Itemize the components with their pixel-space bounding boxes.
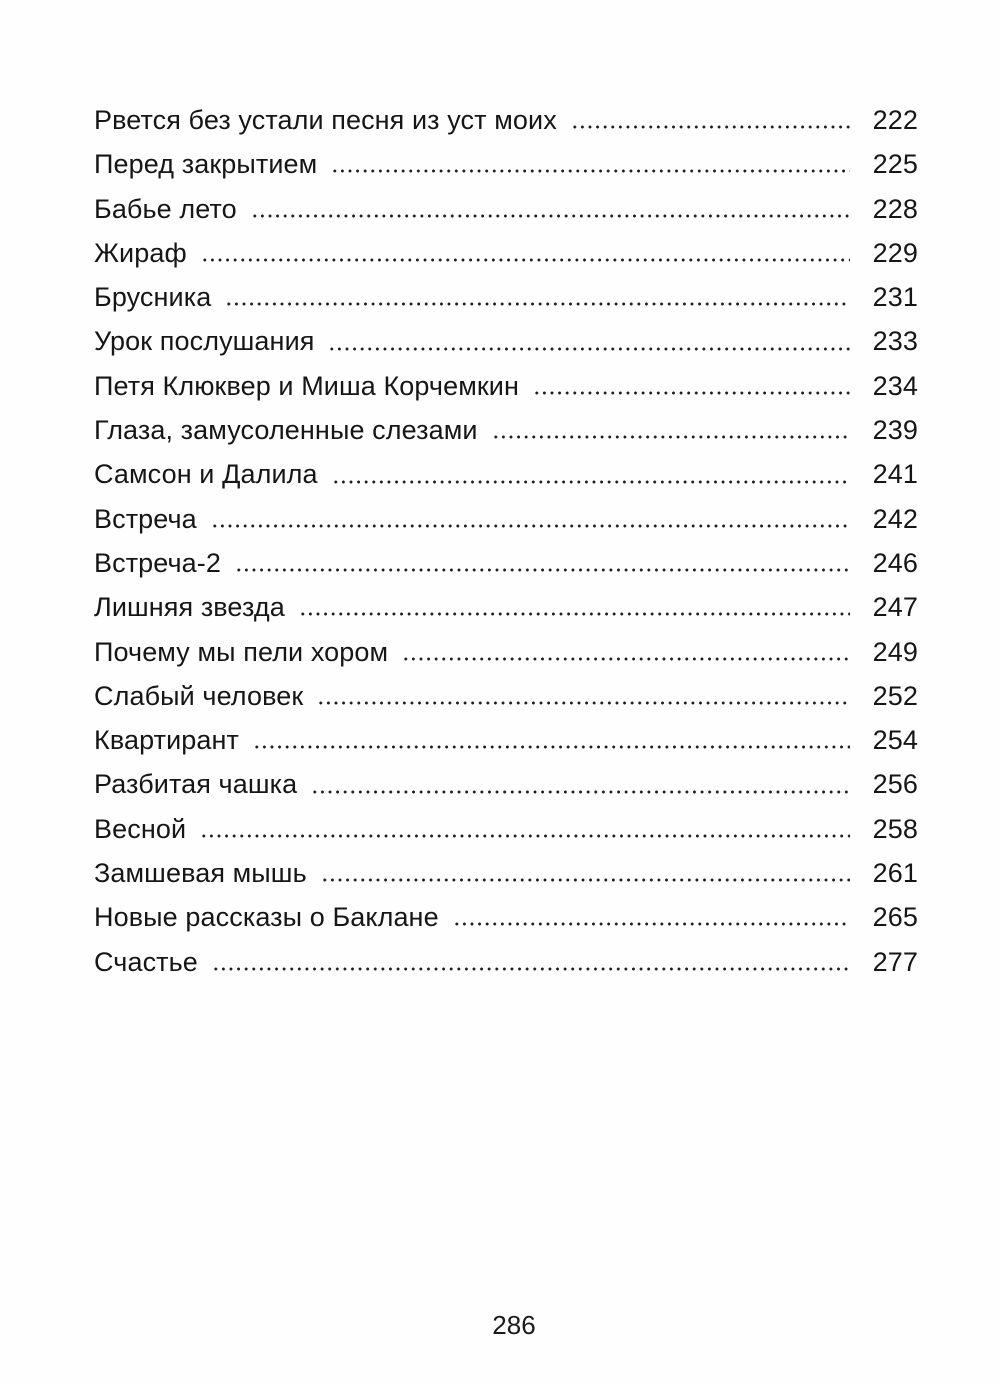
toc-entry-title: Новые рассказы о Баклане [94,902,439,933]
dot-leader [453,922,850,926]
dot-leader [212,967,850,971]
dot-leader [225,302,850,306]
toc-entry-page: 247 [872,592,918,623]
table-of-contents [94,98,920,984]
dot-leader [311,790,850,794]
toc-entry-title: Замшевая мышь [94,858,307,889]
page-number: 286 [492,1310,536,1340]
toc-entry [94,497,920,541]
toc-entry [94,895,920,939]
toc-entry [94,187,920,231]
toc-entry-page: 229 [872,237,918,268]
dot-leader [253,745,850,749]
toc-entry-title: Рвется без устали песня из уст моих [94,105,557,135]
toc-entry-page: 225 [872,149,918,180]
toc-entry-title: Урок послушания [94,326,315,357]
toc-entry [94,275,920,319]
toc-entry-page: 234 [872,370,918,401]
toc-entry-title: Разбитая чашка [94,769,298,800]
dot-leader [251,214,850,218]
toc-entry-page: 241 [872,459,918,490]
toc-entry-page: 277 [872,946,918,977]
toc-entry-page: 242 [872,503,918,534]
toc-entry-title: Самсон и Далила [94,459,318,490]
toc-entry [94,408,920,452]
toc-entry-page: 256 [872,769,918,800]
dot-leader [235,568,850,572]
toc-entry [94,319,920,363]
toc-entry [94,231,920,275]
toc-entry [94,98,920,142]
toc-entry [94,762,920,806]
dot-leader [571,125,850,129]
toc-entry-page: 265 [872,902,918,933]
toc-entry [94,541,920,585]
toc-entry-title: Счастье [94,946,198,977]
toc-entry [94,851,920,895]
dot-leader [200,834,850,838]
toc-entry-page: 231 [872,282,918,313]
dot-leader [317,701,850,705]
toc-entry-title: Петя Клюквер и Миша Корчемкин [94,370,519,401]
dot-leader [321,878,850,882]
toc-entry-title: Встреча [94,503,197,534]
toc-entry-title: Квартирант [94,725,239,756]
toc-entry-title: Перед закрытием [94,149,318,180]
toc-entry-title: Почему мы пели хором [94,636,389,667]
dot-leader [332,480,850,484]
toc-entry [94,452,920,496]
toc-entry-title: Лишняя звезда [94,592,285,623]
toc-entry-page: 222 [872,105,918,135]
toc-entry-page: 233 [872,326,918,357]
toc-entry-page: 258 [872,813,918,844]
dot-leader [331,169,850,173]
toc-entry [94,630,920,674]
toc-entry [94,585,920,629]
toc-entry [94,674,920,718]
toc-entry-page: 254 [872,725,918,756]
dot-leader [492,435,850,439]
dot-leader [201,258,850,262]
toc-entry-page: 246 [872,547,918,578]
toc-entry-page: 228 [872,193,918,224]
toc-entry [94,718,920,762]
toc-entry [94,364,920,408]
toc-entry-title: Глаза, замусоленные слезами [94,415,478,446]
dot-leader [299,612,850,616]
toc-entry-title: Весной [94,813,187,844]
dot-leader [533,391,850,395]
toc-entry [94,807,920,851]
toc-entry-page: 249 [872,636,918,667]
toc-entry-title: Бабье лето [94,193,237,224]
toc-entry [94,940,920,984]
toc-entry-page: 252 [872,680,918,711]
toc-entry-title: Слабый человек [94,680,304,711]
toc-entry-title: Встреча-2 [94,547,222,578]
toc-entry-title: Брусника [94,282,212,313]
toc-entry-title: Жираф [94,237,187,268]
toc-entry-page: 261 [872,858,918,889]
toc-entry [94,142,920,186]
toc-entry-page: 239 [872,415,918,446]
dot-leader [211,524,850,528]
dot-leader [402,657,850,661]
dot-leader [328,347,850,351]
